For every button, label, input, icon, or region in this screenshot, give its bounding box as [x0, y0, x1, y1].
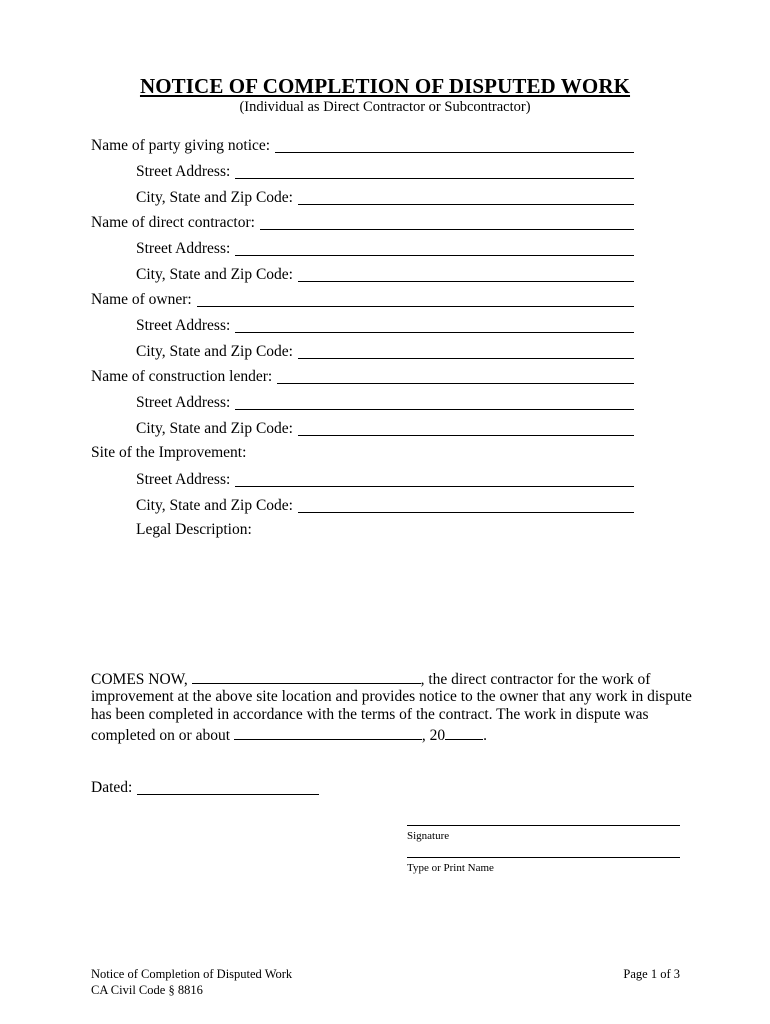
lender-city-field[interactable]	[136, 416, 634, 438]
lender-name-label: Name of construction lender:	[91, 368, 273, 385]
contractor-name-field[interactable]	[91, 210, 634, 232]
notice-paragraph	[91, 669, 691, 743]
party-city-field[interactable]	[136, 185, 634, 207]
contractor-name-label: Name of direct contractor:	[91, 214, 255, 231]
party-name-blank[interactable]	[275, 136, 634, 153]
owner-street-field[interactable]	[136, 313, 634, 335]
contractor-city-label: City, State and Zip Code:	[136, 266, 293, 283]
lender-street-label: Street Address:	[136, 394, 231, 411]
dated-blank[interactable]	[137, 778, 319, 795]
lender-city-blank[interactable]	[298, 419, 634, 436]
contractor-street-field[interactable]	[136, 236, 634, 258]
document-subtitle: (Individual as Direct Contractor or Subcontractor)	[239, 99, 531, 115]
party-city-label: City, State and Zip Code:	[136, 189, 293, 206]
owner-city-blank[interactable]	[298, 342, 634, 359]
contractor-name-blank-inline[interactable]	[192, 669, 421, 684]
footer-code-ref: CA Civil Code § 8816	[91, 983, 203, 997]
contractor-street-blank[interactable]	[235, 239, 634, 256]
paragraph-line-3: has been completed in accordance with the terms of the contract. The work in dispute was	[91, 706, 649, 723]
party-street-label: Street Address:	[136, 163, 231, 180]
paragraph-line-2: improvement at the above site location and provides notice to the owner that any work in dispute	[91, 687, 692, 705]
site-street-label: Street Address:	[136, 471, 231, 488]
completion-year-blank[interactable]	[445, 725, 483, 740]
print-name-line[interactable]	[407, 857, 680, 858]
period-text: .	[483, 726, 488, 744]
owner-name-blank[interactable]	[197, 290, 634, 307]
lender-name-field[interactable]	[91, 364, 634, 386]
lender-city-label: City, State and Zip Code:	[136, 420, 293, 437]
owner-city-field[interactable]	[136, 339, 634, 361]
lender-street-blank[interactable]	[235, 393, 634, 410]
party-name-field[interactable]	[91, 133, 634, 155]
contractor-city-blank[interactable]	[298, 265, 634, 282]
party-street-field[interactable]	[136, 159, 634, 181]
completed-on-text: completed on or about	[91, 726, 231, 744]
site-city-field[interactable]	[136, 493, 634, 515]
completion-date-blank[interactable]	[234, 725, 422, 740]
signature-label: Signature	[407, 830, 450, 842]
footer-form-name: Notice of Completion of Disputed Work	[91, 967, 293, 981]
party-name-label: Name of party giving notice:	[91, 137, 271, 154]
legal-description-label: Legal Description:	[136, 521, 252, 538]
contractor-city-field[interactable]	[136, 262, 634, 284]
contractor-street-label: Street Address:	[136, 240, 231, 257]
site-street-blank[interactable]	[235, 470, 634, 487]
owner-name-field[interactable]	[91, 287, 634, 309]
owner-name-label: Name of owner:	[91, 291, 192, 308]
footer-page-number: Page 1 of 3	[623, 967, 680, 981]
owner-street-label: Street Address:	[136, 317, 231, 334]
signature-line[interactable]	[407, 825, 680, 826]
dated-label: Dated:	[91, 779, 133, 796]
site-heading: Site of the Improvement:	[91, 444, 247, 461]
print-name-label: Type or Print Name	[407, 862, 494, 874]
lender-street-field[interactable]	[136, 390, 634, 412]
owner-city-label: City, State and Zip Code:	[136, 343, 293, 360]
line1-end-text: , the direct contractor for the work of	[420, 671, 651, 688]
party-street-blank[interactable]	[235, 162, 634, 179]
year-prefix-text: , 20	[421, 726, 446, 744]
dated-field[interactable]	[91, 775, 319, 797]
document-title: NOTICE OF COMPLETION OF DISPUTED WORK	[139, 74, 631, 98]
party-city-blank[interactable]	[298, 188, 634, 205]
site-city-blank[interactable]	[298, 496, 634, 513]
lender-name-blank[interactable]	[277, 367, 634, 384]
site-city-label: City, State and Zip Code:	[136, 497, 293, 514]
owner-street-blank[interactable]	[235, 316, 634, 333]
site-street-field[interactable]	[136, 467, 634, 489]
contractor-name-blank[interactable]	[260, 213, 634, 230]
comes-now-text: COMES NOW,	[91, 671, 188, 688]
